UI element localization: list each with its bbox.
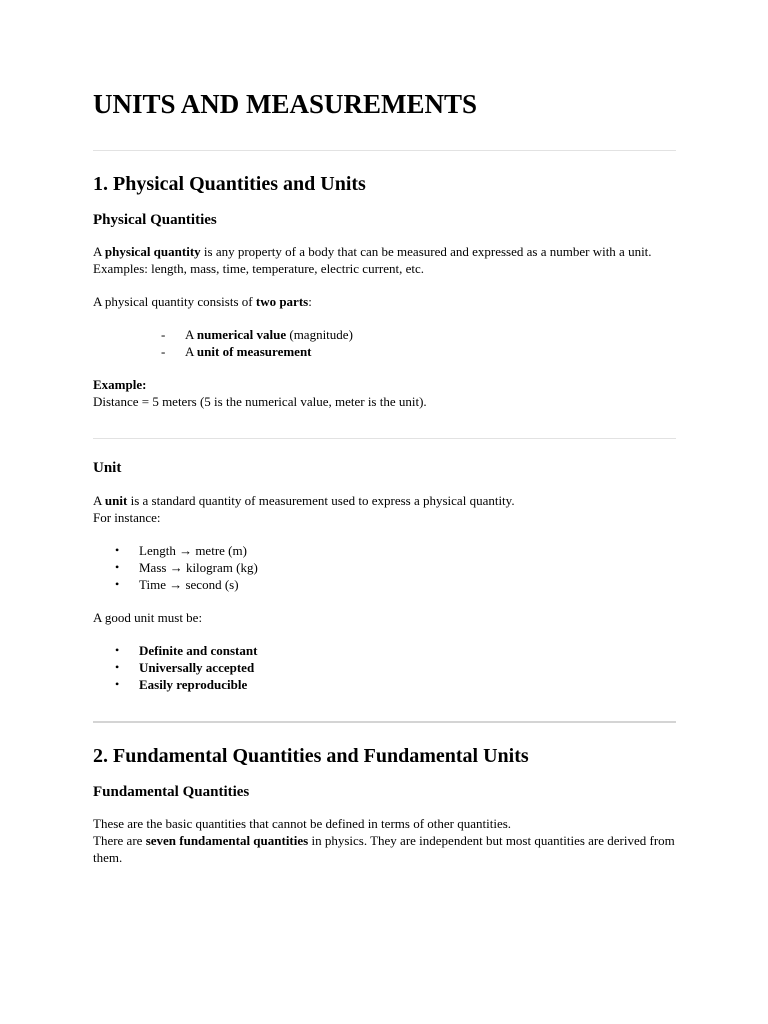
section-1-heading: 1. Physical Quantities and Units <box>93 173 366 195</box>
dash-marker: - <box>161 327 166 342</box>
physical-quantity-definition: A physical quantity is any property of a body that can be measured and expressed as a number with a unit. Examples: length, mass, time, temperature, electric current, etc. <box>93 244 652 276</box>
list-item: • Length → metre (m) <box>115 543 247 558</box>
bullet-marker: • <box>115 560 120 574</box>
example-block <box>93 376 676 410</box>
section-divider <box>93 721 676 723</box>
document-title: UNITS AND MEASUREMENTS <box>93 89 478 119</box>
document-content <box>93 86 676 866</box>
unit-term: unit <box>104 493 128 508</box>
bullet-marker: • <box>115 543 120 557</box>
list-item: • Definite and constant <box>115 643 258 658</box>
example-text: Distance = 5 meters (5 is the numerical value, meter is the unit). <box>93 394 427 409</box>
parts-list <box>93 326 676 360</box>
examples-line: Examples: length, mass, time, temperature, electric current, etc. <box>93 261 425 276</box>
section-2-heading: 2. Fundamental Quantities and Fundamental Units <box>93 745 529 767</box>
for-instance-line: For instance: <box>93 510 161 525</box>
example-label: Example: <box>93 377 147 392</box>
list-item: • Easily reproducible <box>115 677 248 692</box>
list-item: • Mass → kilogram (kg) <box>115 560 258 575</box>
unit-heading: Unit <box>93 460 122 476</box>
physical-quantities-heading: Physical Quantities <box>93 212 217 228</box>
list-item: - A numerical value (magnitude) <box>161 327 353 342</box>
fundamental-quantities-heading: Fundamental Quantities <box>93 784 250 800</box>
good-unit-qualities-list <box>93 642 676 693</box>
list-item: - A unit of measurement <box>161 344 312 359</box>
list-item: • Time → second (s) <box>115 577 239 592</box>
bullet-marker: • <box>115 577 120 591</box>
divider <box>93 438 676 439</box>
divider <box>93 150 676 151</box>
fundamental-quantities-text: These are the basic quantities that cannot be defined in terms of other quantities. There are seven fundamental quantities in physics. They are independent but most quantities are derived from them. <box>93 816 675 865</box>
two-parts-term: two parts <box>255 294 309 309</box>
list-item: • Universally accepted <box>115 660 255 675</box>
physical-quantity-term: physical quantity <box>104 244 201 259</box>
bullet-marker: • <box>115 677 120 691</box>
bullet-marker: • <box>115 643 120 657</box>
unit-examples-list <box>93 542 676 593</box>
two-parts-intro: A physical quantity consists of two parts: <box>93 294 312 309</box>
good-unit-intro: A good unit must be: <box>93 610 203 625</box>
unit-definition: A unit is a standard quantity of measurement used to express a physical quantity. For instance: <box>93 493 515 525</box>
dash-marker: - <box>161 344 166 359</box>
bullet-marker: • <box>115 660 120 674</box>
seven-fundamental-term: seven fundamental quantities <box>145 833 309 848</box>
